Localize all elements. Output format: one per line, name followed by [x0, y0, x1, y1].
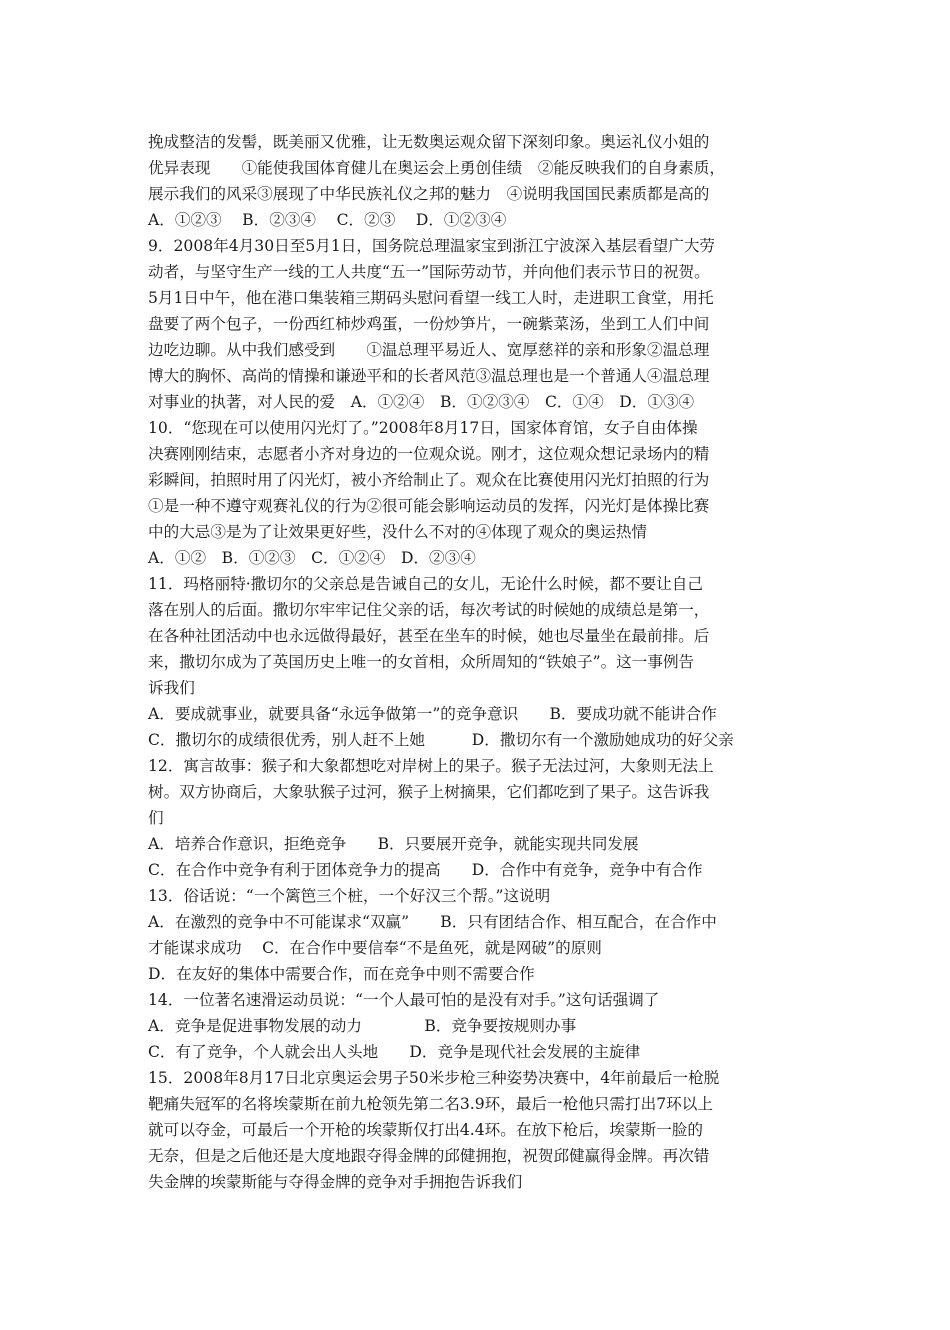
text-line: 落在别人的后面。撒切尔牢牢记住父亲的话，每次考试的时候她的成绩总是第一， — [148, 601, 710, 619]
text-line: 失金牌的埃蒙斯能与夺得金牌的竞争对手拥抱告诉我们 — [148, 1173, 523, 1191]
question-13: 13．俗话说：“一个篱笆三个桩，一个好汉三个帮。”这说明 — [148, 887, 551, 905]
text-line: 盘要了两个包子，一份西红柿炒鸡蛋，一份炒笋片，一碗紫菜汤，坐到工人们中间 — [148, 315, 710, 333]
question-10: 10．“您现在可以使用闪光灯了。”2008年8月17日，国家体育馆，女子自由体操 — [148, 419, 698, 437]
question-9: 9．2008年4月30日至5月1日，国务院总理温家宝到浙江宁波深入基层看望广大劳 — [148, 237, 716, 255]
text-line: 无奈，但是之后他还是大度地跟夺得金牌的邱健拥抱，祝贺邱健赢得金牌。再次错 — [148, 1147, 710, 1165]
text-line: 优异表现 ①能使我国体育健儿在奥运会上勇创佳绩 ②能反映我们的自身素质， — [148, 159, 725, 177]
text-line: 展示我们的风采③展现了中华民族礼仪之邦的魅力 ④说明我国国民素质都是高的 — [148, 185, 710, 203]
answer-options-q10: A．①② B．①②③ C．①②④ D．②③④ — [148, 549, 476, 567]
answer-options-q12: C．在合作中竞争有利于团体竞争力的提高 D．合作中有竞争，竞争中有合作 — [148, 861, 703, 879]
question-14: 14．一位著名速滑运动员说：“一个人最可怕的是没有对手。”这句话强调了 — [148, 991, 660, 1009]
answer-options-q13: D．在友好的集体中需要合作，而在竞争中则不需要合作 — [148, 965, 535, 983]
answer-options-q14: A．竞争是促进事物发展的动力 B．竞争要按规则办事 — [148, 1017, 577, 1035]
text-line: ①是一种不遵守观赛礼仪的行为②很可能会影响运动员的发挥，闪光灯是体操比赛 — [148, 497, 710, 515]
text-line: 5月1日中午，他在港口集装箱三期码头慰问看望一线工人时，走进职工食堂，用托 — [148, 289, 714, 307]
text-line: 动者，与坚守生产一线的工人共度“五一”国际劳动节，并向他们表示节日的祝贺。 — [148, 263, 710, 281]
question-15: 15．2008年8月17日北京奥运会男子50米步枪三种姿势决赛中，4年前最后一枪脱 — [148, 1069, 720, 1087]
text-line: 树。双方协商后，大象驮猴子过河，猴子上树摘果，它们都吃到了果子。这告诉我 — [148, 783, 710, 801]
text-line: 就可以夺金，可最后一个开枪的埃蒙斯仅打出4.4环。在放下枪后，埃蒙斯一脸的 — [148, 1121, 703, 1139]
text-line: 来，撒切尔成为了英国历史上唯一的女首相，众所周知的“铁娘子”。这一事例告 — [148, 653, 695, 671]
document-page — [148, 129, 808, 1195]
question-11: 11．玛格丽特·撒切尔的父亲总是告诫自己的女儿，无论什么时候，都不要让自己 — [148, 575, 703, 593]
answer-options-q13: A．在激烈的竞争中不可能谋求“双赢” B．只有团结合作、相互配合，在合作中 — [148, 913, 717, 931]
text-line: 挽成整洁的发髻，既美丽又优雅，让无数奥运观众留下深刻印象。奥运礼仪小姐的 — [148, 133, 710, 151]
text-line: 靶痛失冠军的名将埃蒙斯在前九枪领先第二名3.9环，最后一枪他只需打出7环以上 — [148, 1095, 713, 1113]
question-12: 12．寓言故事：猴子和大象都想吃对岸树上的果子。猴子无法过河，大象则无法上 — [148, 757, 714, 775]
answer-options-q14: C．有了竞争，个人就会出人头地 D．竞争是现代社会发展的主旋律 — [148, 1043, 641, 1061]
text-line: 决赛刚刚结束，志愿者小齐对身边的一位观众说。刚才，这位观众想记录场内的精 — [148, 445, 710, 463]
text-line: 中的大忌③是为了让效果更好些，没什么不对的④体现了观众的奥运热情 — [148, 523, 648, 541]
answer-options-q11: A．要成就事业，就要具备“永远争做第一”的竞争意识 B．要成功就不能讲合作 — [148, 705, 717, 723]
text-line: 们 — [148, 809, 164, 827]
text-line: 诉我们 — [148, 679, 195, 697]
answer-options-q13: 才能谋求成功 C．在合作中要信奉“不是鱼死，就是网破”的原则 — [148, 939, 602, 957]
answer-options-q12: A．培养合作意识，拒绝竞争 B．只要展开竞争，就能实现共同发展 — [148, 835, 639, 853]
answer-options-q11: C．撒切尔的成绩很优秀，别人赶不上她 D．撒切尔有一个激励她成功的好父亲 — [148, 731, 734, 749]
text-line: 博大的胸怀、高尚的情操和谦逊平和的长者风范③温总理也是一个普通人④温总理 — [148, 367, 710, 385]
text-line: 在各种社团活动中也永远做得最好，甚至在坐车的时候，她也尽量坐在最前排。后 — [148, 627, 710, 645]
text-line: 彩瞬间，拍照时用了闪光灯，被小齐给制止了。观众在比赛使用闪光灯拍照的行为 — [148, 471, 710, 489]
text-line: 边吃边聊。从中我们感受到 ①温总理平易近人、宽厚慈祥的亲和形象②温总理 — [148, 341, 710, 359]
answer-options-q8: A．①②③ B．②③④ C．②③ D．①②③④ — [148, 211, 507, 229]
text-line: 对事业的执著，对人民的爱 A．①②④ B．①②③④ C．①④ D．①③④ — [148, 393, 695, 411]
